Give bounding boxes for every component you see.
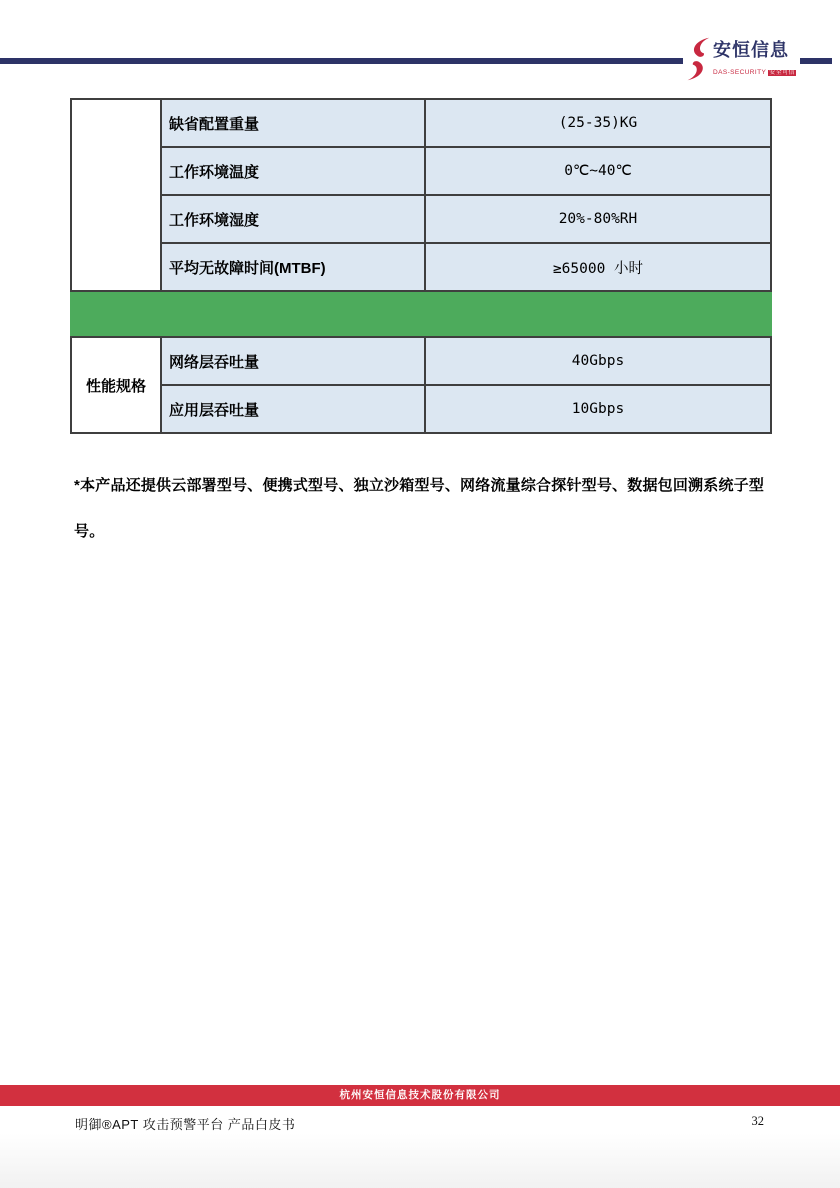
logo-brand-cn: 安恒信息 bbox=[713, 39, 789, 60]
group2-side-header: 性能规格 bbox=[71, 337, 161, 433]
table-row bbox=[71, 243, 771, 291]
footer-company-name: 杭州安恒信息技术股份有限公司 bbox=[339, 1089, 501, 1101]
logo-text bbox=[713, 40, 796, 79]
spec-value: ≥65000 小时 bbox=[425, 243, 771, 291]
logo-brand-en bbox=[713, 69, 796, 76]
table-row bbox=[71, 385, 771, 433]
das-security-s-icon bbox=[686, 34, 710, 84]
page-number: 32 bbox=[751, 1114, 764, 1128]
logo-brand-en-text: DAS-SECURITY bbox=[713, 68, 767, 76]
spec-label: 平均无故障时间(MTBF) bbox=[161, 243, 425, 291]
spec-label: 网络层吞吐量 bbox=[161, 337, 425, 385]
spec-label: 应用层吞吐量 bbox=[161, 385, 425, 433]
table-row bbox=[71, 147, 771, 195]
spec-label: 工作环境湿度 bbox=[161, 195, 425, 243]
footer-doc-title: 明御®APT 攻击预警平台 产品白皮书 bbox=[75, 1117, 296, 1132]
logo-slogan: 安全可信 bbox=[769, 69, 795, 76]
header-rule-left bbox=[0, 58, 683, 64]
table-section-divider-green bbox=[71, 291, 771, 337]
table-row bbox=[71, 195, 771, 243]
footer-company-bar bbox=[0, 1085, 840, 1106]
spec-table bbox=[70, 98, 772, 434]
spec-value: 0℃~40℃ bbox=[425, 147, 771, 195]
spec-value: (25-35)KG bbox=[425, 99, 771, 147]
group1-side-cell-empty bbox=[71, 99, 161, 291]
table-row bbox=[71, 99, 771, 147]
product-models-note: *本产品还提供云部署型号、便携式型号、独立沙箱型号、网络流量综合探针型号、数据包回溯系统子型号。 bbox=[74, 477, 765, 540]
spec-value: 40Gbps bbox=[425, 337, 771, 385]
spec-value: 10Gbps bbox=[425, 385, 771, 433]
green-divider-cell bbox=[71, 291, 771, 337]
header-rule-right bbox=[800, 58, 832, 64]
spec-label: 工作环境温度 bbox=[161, 147, 425, 195]
spec-value: 20%-80%RH bbox=[425, 195, 771, 243]
table-row bbox=[71, 337, 771, 385]
spec-label: 缺省配置重量 bbox=[161, 99, 425, 147]
das-security-logo bbox=[686, 33, 796, 85]
